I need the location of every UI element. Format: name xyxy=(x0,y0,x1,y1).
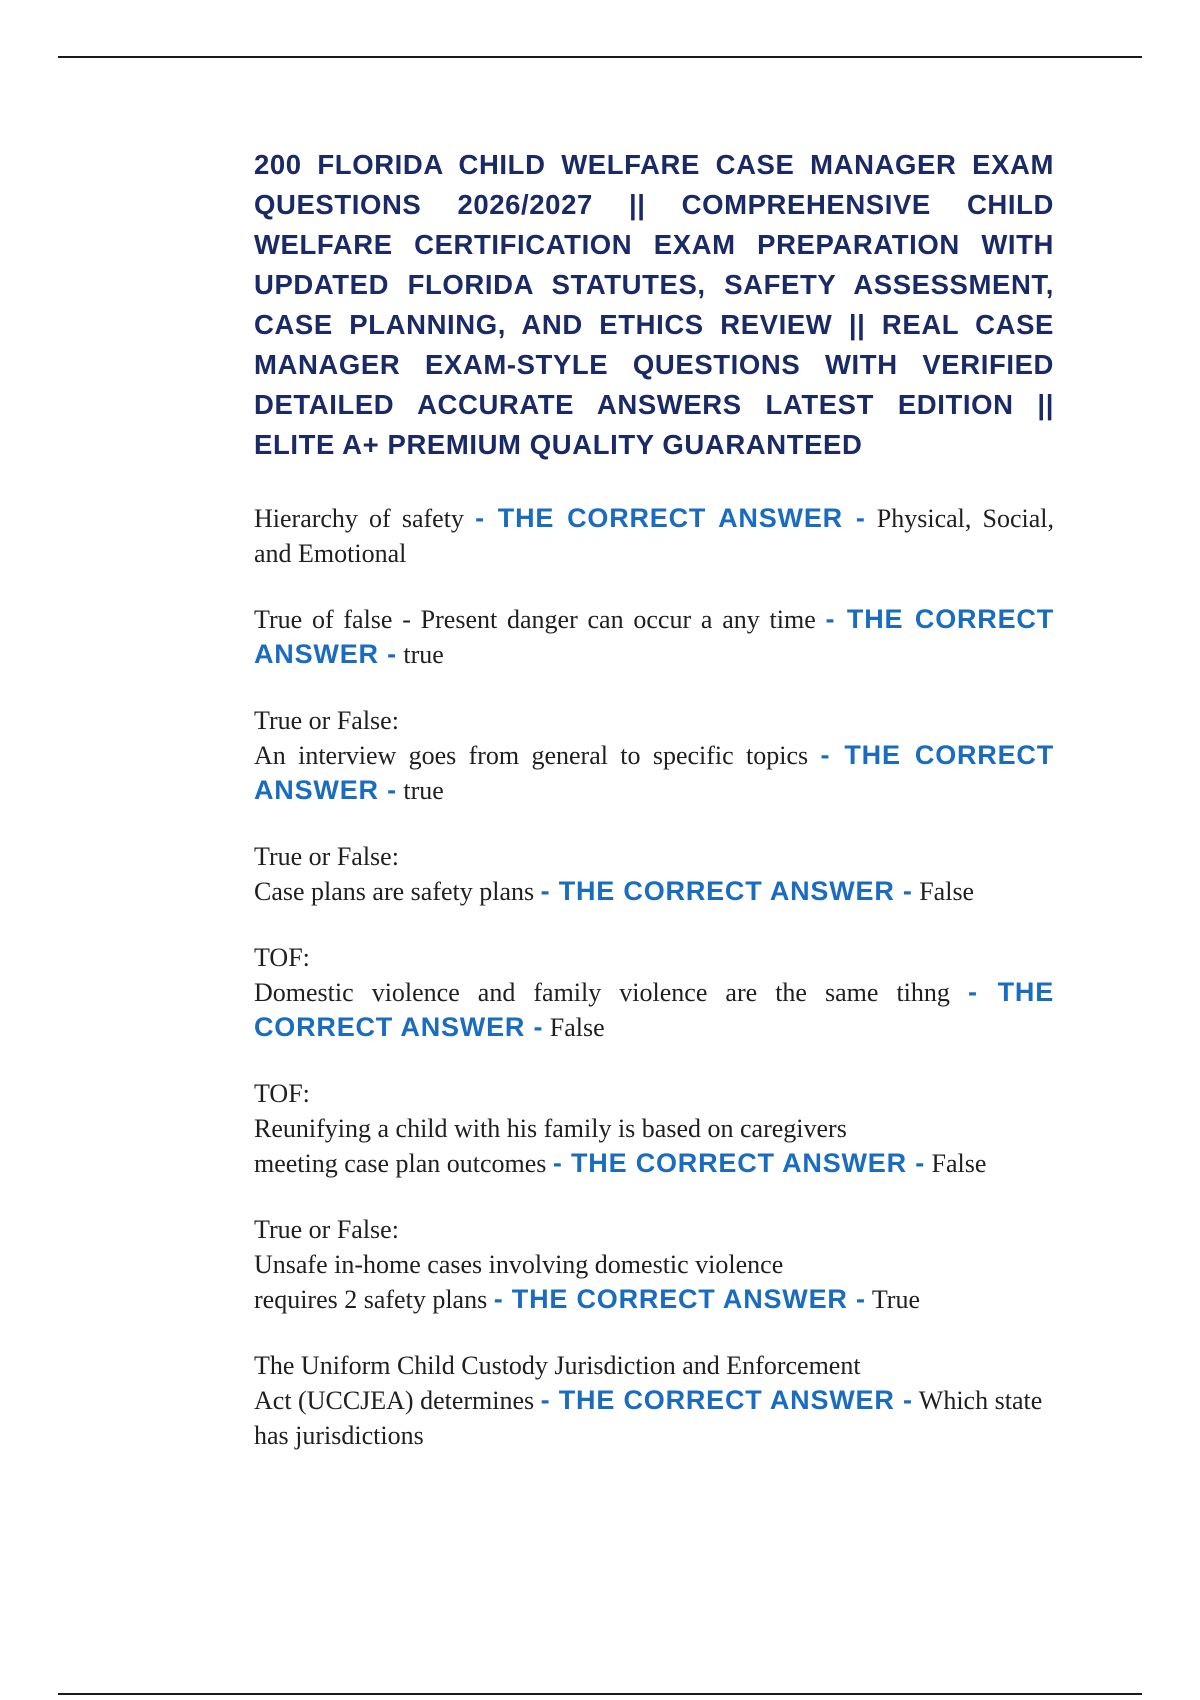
question-text: Case plans are safety plans xyxy=(254,877,535,906)
footer-rule xyxy=(58,1693,1142,1695)
question-text: Domestic violence and family violence are the same tihng xyxy=(254,978,950,1007)
answer-marker: - THE CORRECT ANSWER - xyxy=(493,1284,866,1314)
question-text-line-2: Act (UCCJEA) determines xyxy=(254,1386,535,1415)
answer-marker: - THE CORRECT ANSWER - xyxy=(475,503,866,533)
answer-marker: - THE CORRECT ANSWER - xyxy=(254,977,1055,1042)
answer-marker: - THE CORRECT ANSWER - xyxy=(552,1148,925,1178)
question-prefix: TOF: xyxy=(254,943,310,972)
answer-text: Which state has jurisdictions xyxy=(254,1386,1043,1450)
header-rule xyxy=(58,56,1142,58)
answer-text: Physical, Social, and Emotional xyxy=(254,504,1054,568)
question-text-line-2: meeting case plan outcomes xyxy=(254,1149,547,1178)
answer-marker: - THE CORRECT ANSWER - xyxy=(540,876,913,906)
answer-text: False xyxy=(549,1013,605,1042)
document-body xyxy=(254,145,1054,1484)
answer-text: True xyxy=(871,1285,920,1314)
question-text: Hierarchy of safety xyxy=(254,504,464,533)
question-prefix: TOF: xyxy=(254,1079,310,1108)
question-prefix: True or False: xyxy=(254,706,399,735)
answer-marker: - THE CORRECT ANSWER - xyxy=(254,604,1054,669)
qa-item xyxy=(254,839,1054,909)
question-text-line-1: The Uniform Child Custody Jurisdiction and Enforcement xyxy=(254,1351,861,1380)
qa-item xyxy=(254,940,1054,1045)
question-text-line-1: Unsafe in-home cases involving domestic violence xyxy=(254,1250,784,1279)
answer-marker: - THE CORRECT ANSWER - xyxy=(540,1385,913,1415)
qa-item xyxy=(254,703,1054,808)
question-text: True of false - Present danger can occur a any time xyxy=(254,605,816,634)
answer-marker: - THE CORRECT ANSWER - xyxy=(254,740,1054,805)
qa-item xyxy=(254,1348,1054,1453)
answer-text: true xyxy=(403,776,444,805)
question-prefix: True or False: xyxy=(254,842,399,871)
qa-item xyxy=(254,1212,1054,1317)
question-text-line-1: Reunifying a child with his family is based on caregivers xyxy=(254,1114,847,1143)
question-text: An interview goes from general to specific topics xyxy=(254,741,809,770)
answer-text: False xyxy=(919,877,975,906)
document-title: 200 FLORIDA CHILD WELFARE CASE MANAGER EXAM QUESTIONS 2026/2027 || COMPREHENSIVE CHILD WELFARE CERTIFICATION EXAM PREPARATION WITH UPDATED FLORIDA STATUTES, SAFETY ASSESSMENT, CASE PLANNING, AND ETHICS REVIEW || REAL CASE MANAGER EXAM-STYLE QUESTIONS WITH VERIFIED DETAILED ACCURATE ANSWERS LATEST EDITION || ELITE A+ PREMIUM QUALITY GUARANTEED xyxy=(254,149,1054,460)
answer-text: False xyxy=(931,1149,987,1178)
answer-text: true xyxy=(403,640,444,669)
qa-item xyxy=(254,501,1054,571)
qa-item xyxy=(254,1076,1054,1181)
question-prefix: True or False: xyxy=(254,1215,399,1244)
qa-item xyxy=(254,602,1054,672)
question-text-line-2: requires 2 safety plans xyxy=(254,1285,488,1314)
